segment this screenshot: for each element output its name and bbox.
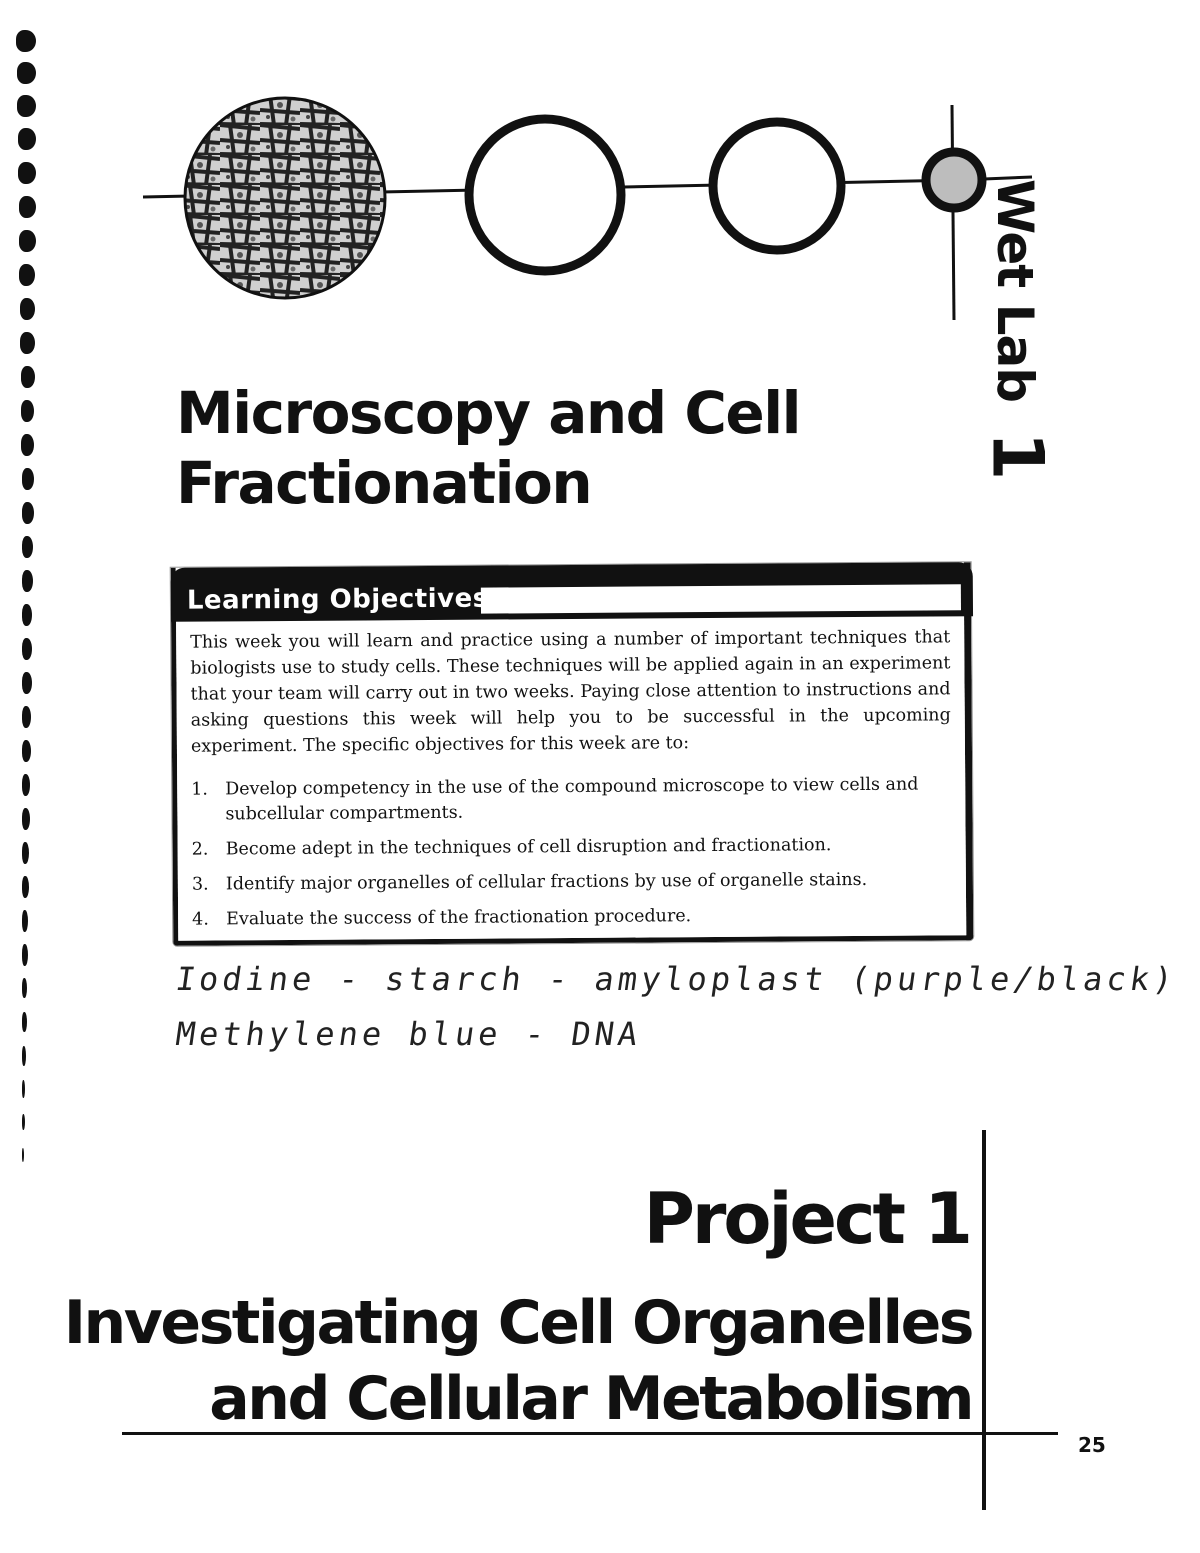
wet-lab-text: Wet Lab (986, 179, 1044, 402)
list-item-text: Become adept in the techniques of cell disruption and fractionation. (225, 835, 832, 860)
list-item (192, 832, 962, 862)
binding-hole (22, 1046, 26, 1066)
binding-hole (22, 910, 28, 932)
binding-hole (22, 706, 31, 728)
binding-hole (22, 842, 29, 864)
project-title (64, 1285, 972, 1437)
binding-hole (19, 264, 35, 286)
binding-hole (22, 604, 32, 626)
wet-lab-number: 1 (976, 431, 1059, 481)
binding-hole (21, 400, 34, 422)
binding-hole (19, 196, 36, 218)
list-item-number: 3. (191, 874, 209, 895)
project-label: Project 1 (643, 1178, 970, 1260)
binding-hole (22, 672, 32, 694)
wet-lab-label (976, 179, 1059, 500)
binding-hole (22, 1148, 24, 1162)
binding-hole (22, 1012, 27, 1032)
learning-objectives-header (171, 562, 973, 622)
list-item (192, 867, 962, 897)
binding-hole (20, 332, 35, 354)
list-item-number: 1. (191, 779, 209, 800)
binding-hole (22, 1114, 25, 1130)
handwritten-note: Methylene blue - DNA (173, 1015, 644, 1053)
binding-hole (18, 162, 36, 184)
binding-hole (22, 570, 33, 592)
learning-objectives-box (171, 562, 974, 946)
header-graphic (140, 95, 1040, 325)
list-item-text: Identify major organelles of cellular fractions by use of organelle stains. (225, 869, 868, 895)
list-item-text: Develop competency in the use of the compound microscope to view cells and subcellular compartments. (225, 774, 919, 825)
binding-hole (18, 128, 36, 150)
list-item-number: 2. (191, 839, 209, 860)
spiral-binding (14, 28, 38, 1208)
list-item-number: 4. (192, 909, 209, 930)
project-title-line2: and Cellular Metabolism (209, 1364, 972, 1434)
micrograph-circle-icon (185, 98, 385, 298)
project-divider-vertical (982, 1130, 986, 1510)
binding-hole (17, 95, 36, 117)
binding-hole (22, 876, 29, 898)
page-number: 25 (1078, 1433, 1106, 1457)
list-item (191, 772, 961, 827)
list-item-text: Evaluate the success of the fractionation procedure. (226, 906, 692, 930)
binding-hole (16, 30, 36, 52)
binding-hole (22, 808, 30, 830)
small-filled-circle-icon (926, 152, 982, 208)
learning-objectives-heading: Learning Objectives (186, 583, 489, 616)
objectives-list (191, 772, 962, 942)
list-item (192, 902, 962, 932)
binding-hole (22, 536, 33, 558)
binding-hole (21, 366, 35, 388)
binding-hole (22, 978, 27, 998)
binding-hole (22, 502, 34, 524)
learning-objectives-intro: This week you will learn and practice using a number of important techniques that biologists use to study cells. These techniques will be applied again in an experiment that your team will carry out in two weeks. Paying close attention to instructions and asking questions this week will help you to be successful in the upcoming experiment. The specific objectives for this week are to: (190, 627, 951, 757)
chapter-title-line2: Fractionation (176, 449, 592, 517)
handwritten-note: Iodine - starch - amyloplast (purple/black) (173, 960, 1180, 998)
binding-hole (21, 434, 34, 456)
binding-hole (17, 62, 36, 84)
empty-circle-icon (713, 122, 841, 250)
empty-circle-icon (469, 119, 621, 271)
binding-hole (20, 298, 35, 320)
binding-hole (19, 230, 36, 252)
chapter-title (176, 378, 876, 518)
header-tab-cutout (481, 584, 961, 613)
project-title-line1: Investigating Cell Organelles (63, 1288, 972, 1358)
binding-hole (22, 1080, 25, 1098)
binding-hole (22, 774, 30, 796)
chapter-title-line1: Microscopy and Cell (176, 379, 800, 447)
binding-hole (22, 740, 31, 762)
binding-hole (22, 468, 34, 490)
binding-hole (22, 944, 28, 966)
binding-hole (22, 638, 32, 660)
